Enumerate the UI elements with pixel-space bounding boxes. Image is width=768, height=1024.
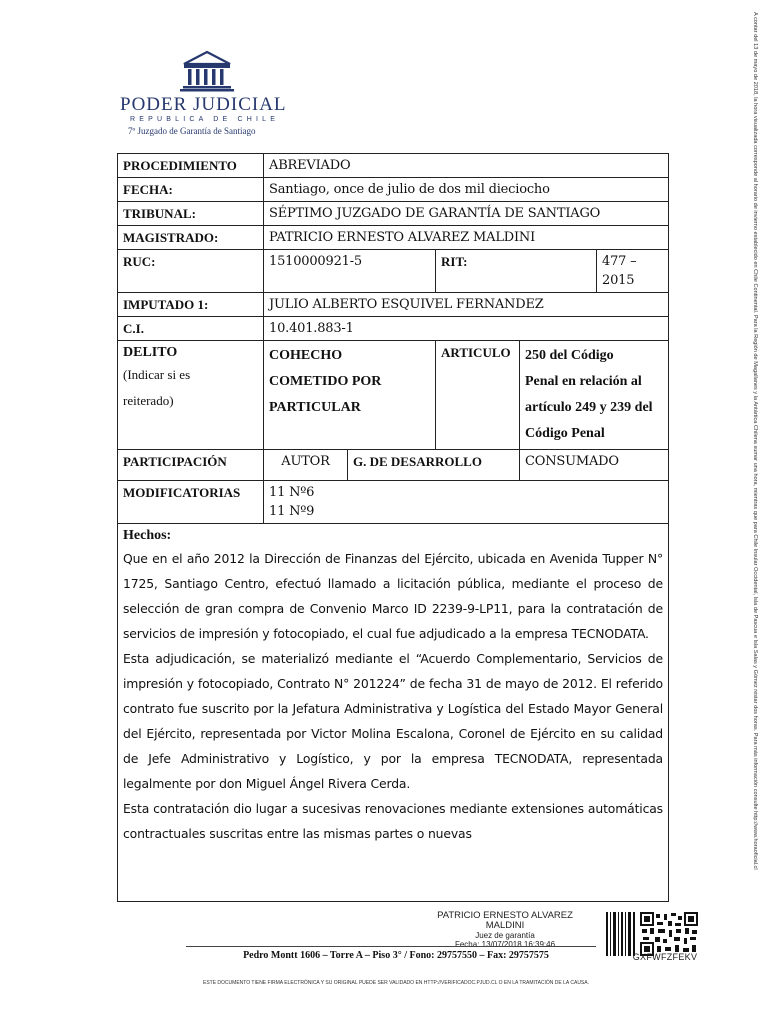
- value-imputado: JULIO ALBERTO ESQUIVEL FERNANDEZ: [264, 293, 669, 317]
- hechos-paragraph: Que en el año 2012 la Dirección de Finanzas del Ejército, ubicada en Avenida Tupper N° 1725, Santiago Centro, efectuó llamado a licitación pública, mediante el proceso de selección de gran compra de Convenio Marco ID 2239-9-LP11, para la contratación de servicios de impresión y fotocopiado, el cual fue adjudicado a la empresa TECNODATA.: [123, 551, 663, 641]
- label-imputado: IMPUTADO 1:: [118, 293, 264, 317]
- value-modificatorias-cell: [264, 481, 669, 524]
- modificatoria-item: 11 Nº9: [269, 504, 315, 519]
- row-procedimiento: [118, 154, 669, 178]
- court-name: 7º Juzgado de Garantía de Santiago: [128, 126, 256, 136]
- label-delito: DELITO: [123, 345, 178, 360]
- court-address: Pedro Montt 1606 – Torre A – Piso 3° / Fono: 29757550 – Fax: 29757575: [243, 950, 549, 961]
- value-delito-cell: [264, 341, 436, 450]
- delito-note-line: (Indicar si es: [123, 367, 191, 382]
- value-magistrado: PATRICIO ERNESTO ALVAREZ MALDINI: [264, 226, 669, 250]
- validation-disclaimer: ESTE DOCUMENTO TIENE FIRMA ELECTRÓNICA Y SU ORIGINAL PUEDE SER VALIDADO EN HTTP://VERIFICADOC.PJUD.CL O EN LA TRAMITACIÓN DE LA CAUSA.: [202, 980, 589, 986]
- poder-judicial-logo: [120, 50, 295, 140]
- hechos-title: Hechos:: [123, 528, 172, 543]
- country-name: REPUBLICA DE CHILE: [130, 116, 280, 123]
- value-desarrollo: CONSUMADO: [520, 450, 669, 481]
- time-zone-note: [746, 0, 760, 1024]
- delito-line: COMETIDO POR: [269, 374, 382, 389]
- label-magistrado: MAGISTRADO:: [118, 226, 264, 250]
- hechos-cell: [118, 524, 669, 902]
- label-fecha: FECHA:: [118, 178, 264, 202]
- row-fecha: [118, 178, 669, 202]
- modificatoria-item: 11 Nº6: [269, 485, 315, 500]
- signer-role: Juez de garantía: [475, 931, 535, 940]
- hechos-paragraph: Esta contratación dio lugar a sucesivas renovaciones mediante extensiones automáticas contractuales suscritas entre las mismas partes o nuevas: [123, 801, 663, 841]
- value-ruc: 1510000921-5: [264, 250, 436, 293]
- institution-name: PODER JUDICIAL: [120, 94, 287, 115]
- delito-line: COHECHO: [269, 348, 343, 363]
- verification-code: GXFWFZFEKV: [632, 952, 698, 962]
- label-procedimiento: PROCEDIMIENTO: [118, 154, 264, 178]
- row-ci: [118, 317, 669, 341]
- footer-divider: [186, 946, 596, 947]
- time-zone-note-text: A contar del 13 de mayo de 2018, la hora visualizada corresponde al horario de invierno establecido en Chile Continental. Para la Región de Magallanes y la Antártica Chilena sumar una hora, mientras que para Chile Insular Occidental, Isla de Pascua e Isla Salas y Gómez restar dos horas. Para más información consulte http://www.horaoficial.cl: [752, 12, 758, 870]
- signer-name: PATRICIO ERNESTO ALVAREZ: [437, 910, 573, 921]
- row-hechos: [118, 524, 669, 902]
- label-ruc: RUC:: [118, 250, 264, 293]
- label-delito-cell: [118, 341, 264, 450]
- label-articulo: ARTICULO: [436, 341, 520, 450]
- label-ci: C.I.: [118, 317, 264, 341]
- row-participacion: [118, 450, 669, 481]
- qr-code-icon: [640, 912, 698, 956]
- value-ci: 10.401.883-1: [264, 317, 669, 341]
- signer-name: MALDINI: [485, 920, 525, 931]
- electronic-signature: [420, 911, 590, 949]
- row-imputado: [118, 293, 669, 317]
- hechos-paragraph: Esta adjudicación, se materializó mediante el “Acuerdo Complementario, Servicios de impresión y fotocopiado, Contrato N° 201224” de fecha 31 de mayo de 2012. El referido contrato fue suscrito por la Jefatura Administrativa y Logística del Estado Mayor General del Ejército, representada por Victor Molina Escalona, Coronel de Ejército en su calidad de Jefe Administrativo y Logístico, y por la empresa TECNODATA, representada legalmente por don Miguel Ángel Rivera Cerda.: [123, 651, 663, 791]
- articulo-line: Penal en relación al: [525, 374, 642, 389]
- row-delito: [118, 341, 669, 450]
- row-ruc: [118, 250, 669, 293]
- signature-date: Fecha: 13/07/2018 16:39:46: [454, 940, 556, 949]
- label-modificatorias: MODIFICATORIAS: [118, 481, 264, 524]
- delito-line: PARTICULAR: [269, 400, 361, 415]
- row-magistrado: [118, 226, 669, 250]
- label-participacion: PARTICIPACIÓN: [118, 450, 264, 481]
- case-summary-table: [117, 153, 669, 902]
- label-desarrollo: G. DE DESARROLLO: [348, 450, 520, 481]
- articulo-line: 250 del Código: [525, 348, 614, 363]
- value-tribunal: SÉPTIMO JUZGADO DE GARANTÍA DE SANTIAGO: [264, 202, 669, 226]
- row-tribunal: [118, 202, 669, 226]
- value-rit: 477 – 2015: [597, 250, 669, 293]
- label-rit: RIT:: [436, 250, 597, 293]
- row-modificatorias: [118, 481, 669, 524]
- delito-note-line: reiterado): [123, 393, 174, 408]
- articulo-line: artículo 249 y 239 del: [525, 400, 653, 415]
- label-tribunal: TRIBUNAL:: [118, 202, 264, 226]
- value-participacion: AUTOR: [264, 450, 348, 481]
- courthouse-icon: [178, 50, 236, 92]
- articulo-line: Código Penal: [525, 426, 605, 441]
- value-fecha: Santiago, once de julio de dos mil dieciocho: [264, 178, 669, 202]
- barcode-icon: [606, 912, 636, 956]
- value-articulo-cell: [520, 341, 669, 450]
- value-procedimiento: ABREVIADO: [264, 154, 669, 178]
